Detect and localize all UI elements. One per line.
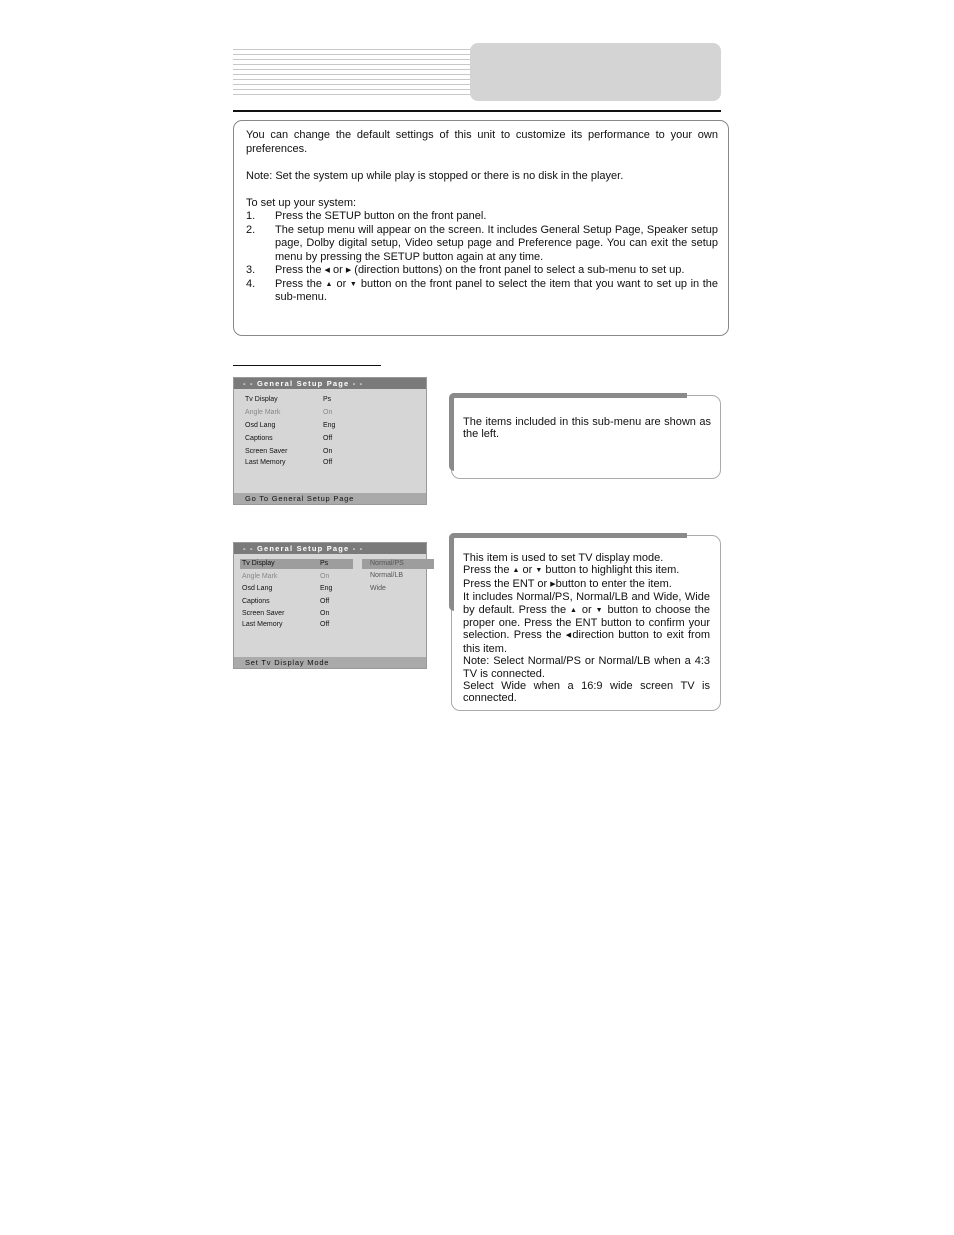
note-line: This item is used to set TV display mode. — [463, 552, 664, 564]
osd-row: Captions Off — [242, 598, 330, 605]
right-arrow-icon: ▶ — [550, 580, 556, 588]
osd-row: Screen Saver On — [242, 610, 330, 617]
left-arrow-icon: ◀ — [565, 632, 573, 640]
note-box-submenu — [451, 395, 721, 479]
osd-row: Angle Mark On — [245, 409, 333, 416]
intro-paragraph: You can change the default settings of this unit to customize its performance to your own preferences. — [246, 129, 718, 155]
osd-row: Captions Off — [245, 435, 333, 442]
intro-setup-heading: To set up your system: — [246, 196, 357, 209]
step-item: 3. Press the ◀ or ▶ (direction buttons) on the front panel to select a sub-menu to set up. — [246, 264, 685, 276]
osd-row: Osd Lang Eng — [245, 422, 336, 429]
step-item: 4. Press the ▲ or ▼ button on the front panel to select the item that you want to set up in the sub-menu. — [246, 277, 719, 303]
osd-title-bar: - - General Setup Page - - — [234, 543, 426, 554]
osd-row: Last Memory Off — [242, 621, 330, 628]
osd-row: Last Memory Off — [245, 459, 333, 466]
osd-tv-display-screen — [233, 542, 427, 669]
note-line: Press the ENT or ▶button to enter the item. — [463, 577, 672, 590]
intro-box — [233, 120, 729, 336]
osd-option: Normal/LB — [370, 572, 404, 579]
step-item: 1. Press the SETUP button on the front panel. — [246, 210, 487, 222]
osd-option: Wide — [370, 585, 386, 592]
up-arrow-icon: ▲ — [512, 567, 520, 575]
right-arrow-icon: ▶ — [345, 267, 352, 274]
header-lines — [233, 49, 471, 95]
note-box-tv-display — [451, 535, 721, 711]
osd-footer: Go To General Setup Page — [234, 493, 426, 504]
osd-row-selected: Tv Display Ps — [240, 559, 353, 569]
header-rule — [233, 110, 721, 112]
down-arrow-icon: ▼ — [535, 567, 543, 575]
down-arrow-icon: ▼ — [349, 280, 358, 288]
osd-row: Angle Mark On — [242, 573, 330, 580]
intro-note: Note: Set the system up while play is stopped or there is no disk in the player. — [246, 169, 624, 182]
setup-steps — [246, 210, 718, 305]
step-item: 2. The setup menu will appear on the screen. It includes General Setup Page, Speaker setup page, Dolby digital setup, Video setup page and Preference page. You can exit the setup menu by pressing the SETUP button again at any time. — [246, 223, 718, 263]
left-arrow-icon: ◀ — [324, 267, 330, 274]
osd-general-setup-screen — [233, 377, 427, 505]
osd-title-bar: - - General Setup Page - - — [234, 378, 426, 389]
note-line: It includes Normal/PS, Normal/LB and Wide, Wide by default. Press the ▲ or ▼ button to choose the proper one. Press the ENT button to confirm your selection. Press the ◀direction button to exit from this item. — [463, 591, 710, 655]
up-arrow-icon: ▲ — [325, 280, 333, 288]
header-tab — [470, 43, 721, 101]
note-text: The items included in this sub-menu are shown as the left. — [463, 416, 711, 441]
note-line: Select Wide when a 16:9 wide screen TV is connected. — [463, 680, 710, 705]
osd-row: Screen Saver On — [245, 448, 333, 455]
osd-row: Osd Lang Eng — [242, 585, 333, 592]
note-line: Press the ▲ or ▼ button to highlight this item. — [463, 564, 680, 577]
section-underline — [233, 365, 381, 366]
up-arrow-icon: ▲ — [570, 606, 578, 614]
osd-footer: Set Tv Display Mode — [234, 657, 426, 668]
osd-row: Tv Display Ps — [245, 396, 332, 403]
note-line: Note: Select Normal/PS or Normal/LB when a 4:3 TV is connected. — [463, 655, 710, 680]
osd-option-selected: Normal/PS — [362, 559, 434, 569]
down-arrow-icon: ▼ — [595, 606, 604, 614]
